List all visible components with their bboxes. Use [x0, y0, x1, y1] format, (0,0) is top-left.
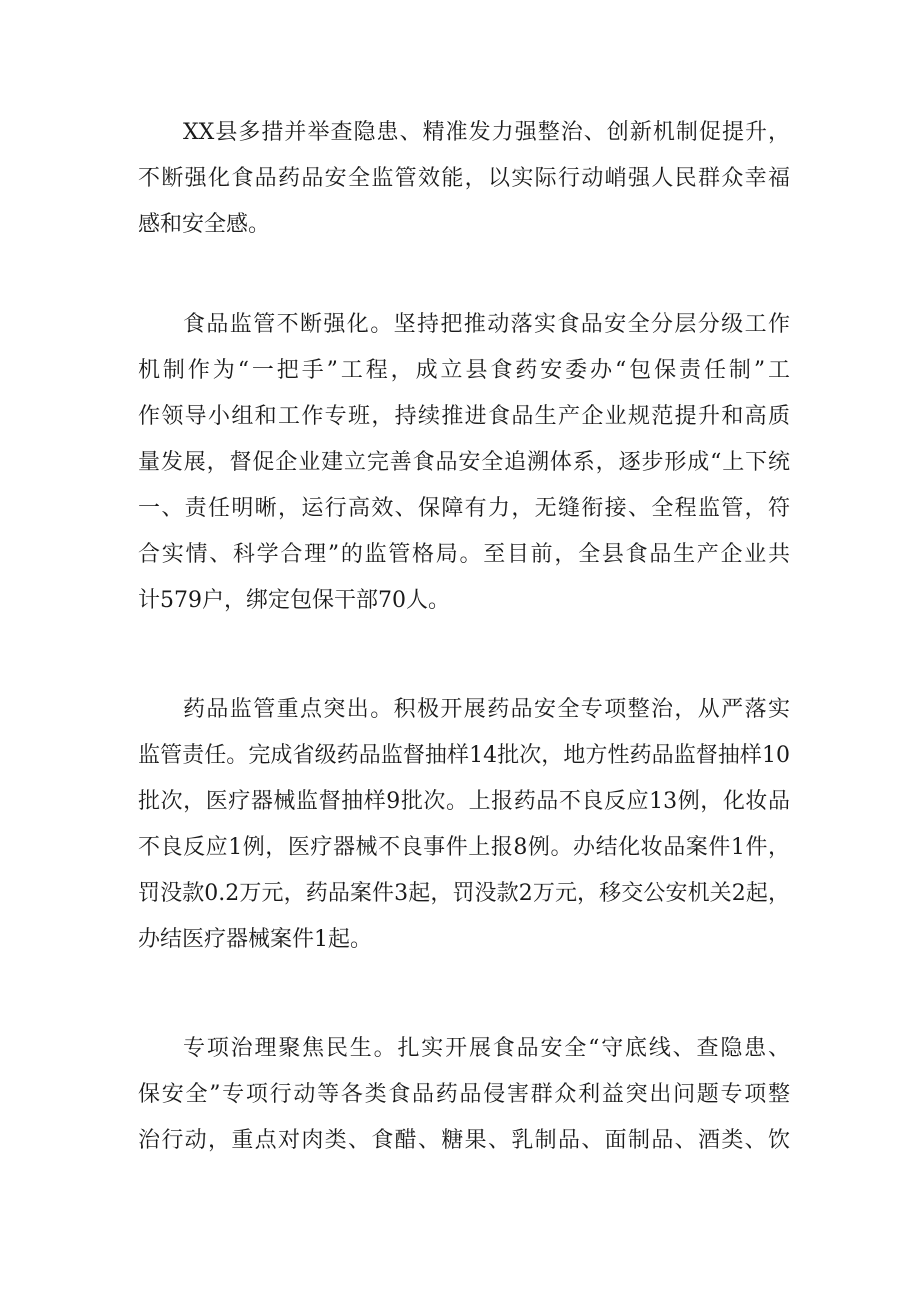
paragraph-line: 量发展，督促企业建立完善食品安全追溯体系，逐步形成“上下统: [138, 450, 790, 475]
paragraph-line: 不良反应1例，医疗器械不良事件上报8例。办结化妆品案件1件，: [138, 835, 790, 860]
paragraph-line: 食品监管不断强化。坚持把推动落实食品安全分层分级工作: [183, 312, 790, 337]
paragraph-line: XX县多措并举查隐患、精准发力强整治、创新机制促提升，: [183, 120, 790, 145]
paragraph-line: 作领导小组和工作专班，持续推进食品生产企业规范提升和高质: [138, 404, 790, 429]
special-governance-paragraph: [138, 1026, 790, 1164]
paragraph-line: 机制作为“一把手”工程，成立县食药安委办“包保责任制”工: [138, 358, 790, 383]
paragraph-line: 感和安全感。: [138, 212, 271, 237]
intro-paragraph: [138, 110, 790, 248]
paragraph-line: 药品监管重点突出。积极开展药品安全专项整治，从严落实: [183, 697, 790, 722]
paragraph-line: 一、责任明晰，运行高效、保障有力，无缝衔接、全程监管，符: [138, 496, 790, 521]
food-supervision-paragraph: [138, 302, 790, 624]
paragraph-line: 罚没款0.2万元，药品案件3起，罚没款2万元，移交公安机关2起，: [138, 881, 790, 906]
paragraph-line: 监管责任。完成省级药品监督抽样14批次，地方性药品监督抽样10: [138, 743, 790, 768]
paragraph-line: 计579户，绑定包保干部70人。: [138, 588, 450, 613]
paragraph-line: 办结医疗器械案件1起。: [138, 927, 372, 952]
drug-supervision-paragraph: [138, 687, 790, 963]
paragraph-line: 保安全”专项行动等各类食品药品侵害群众利益突出问题专项整: [138, 1082, 790, 1107]
paragraph-line: 不断强化食品药品安全监管效能，以实际行动峭强人民群众幸福: [138, 166, 790, 191]
paragraph-line: 治行动，重点对肉类、食醋、糖果、乳制品、面制品、酒类、饮: [138, 1128, 790, 1153]
paragraph-line: 专项治理聚焦民生。扎实开展食品安全“守底线、查隐患、: [183, 1036, 790, 1061]
paragraph-line: 批次，医疗器械监督抽样9批次。上报药品不良反应13例，化妆品: [138, 789, 790, 814]
paragraph-line: 合实情、科学合理”的监管格局。至目前，全县食品生产企业共: [138, 542, 790, 567]
